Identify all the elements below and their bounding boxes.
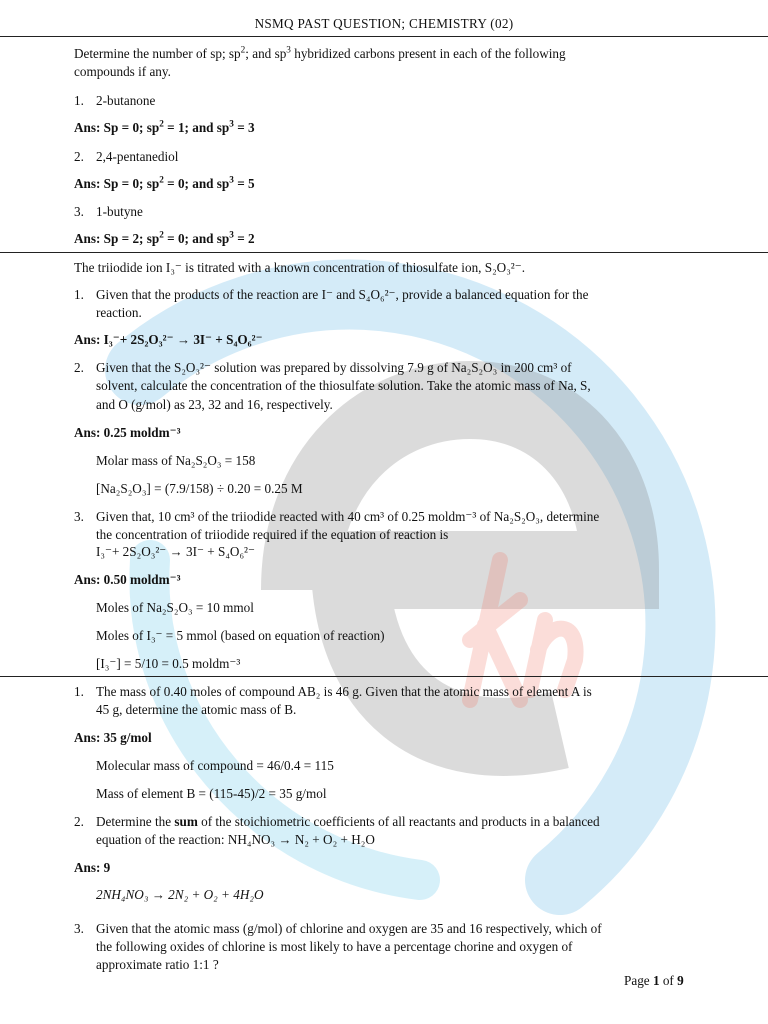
divider [0,36,768,37]
section1-intro: Determine the number of sp; $sp^2$; and $sp^3$ hybridized carbons present in each of the following [74,44,566,61]
item-number: 3. [74,204,84,219]
question-line: The mass of 0.40 moles of compound AB₂ is 46 g. Given that the atomic mass of element A is [96,684,592,699]
item-number: 2. [74,814,84,829]
answer: Ans: 0.50 moldm⁻³ [74,572,181,587]
question-line: approximate ratio 1:1 ? [96,957,219,972]
working-line: 2NH₄NO₃ → 2N₂ + O₂ + 4H₂O [96,887,264,902]
question-line: the following oxides of chlorine is most likely to have a percentage chorine and oxygen of [96,939,573,954]
working-line: [Na₂S₂O₃] = (7.9/158) ÷ 0.20 = 0.25 M [96,481,303,496]
question-line: solvent, calculate the concentration of the thiosulfate solution. Take the atomic mass of Na, S, [96,378,591,393]
section1-intro-line2: compounds if any. [74,64,171,79]
question-line: the concentration of triiodide required if the equation of reaction is [96,527,449,542]
answer: Ans: 9 [74,860,111,875]
item-number: 2. [74,360,84,375]
item-number: 3. [74,509,84,524]
question-line: Given that the atomic mass (g/mol) of chlorine and oxygen are 35 and 16 respectively, which of [96,921,602,936]
answer: Ans: 0.25 moldm⁻³ [74,425,181,440]
answer: Ans: 35 g/mol [74,730,152,745]
item-number: 1. [74,684,84,699]
divider [0,252,768,253]
section2-intro: The triiodide ion I₃⁻ is titrated with a known concentration of thiosulfate ion, S₂O₃²⁻. [74,260,526,275]
page-number: Page 1 of 9 [624,973,684,988]
question-line: 45 g, determine the atomic mass of B. [96,702,297,717]
item-number: 3. [74,921,84,936]
working-line: Molecular mass of compound = 46/0.4 = 115 [96,758,334,773]
question-line: reaction. [96,305,142,320]
working-line: [I₃⁻] = 5/10 = 0.5 moldm⁻³ [96,656,241,671]
question-line: equation of the reaction: NH₄NO₃ → N₂ + O₂ + H₂O [96,832,375,847]
question-line: Determine the sum of the stoichiometric coefficients of all reactants and products in a balanced [96,814,600,829]
answer: Ans: I₃⁻+ 2S₂O₃²⁻ → 3I⁻ + S₄O₆²⁻ [74,332,263,347]
compound-name: 1-butyne [96,204,143,219]
question-line: Given that the S₂O₃²⁻ solution was prepared by dissolving 7.9 g of Na₂S₂O₃ in 200 cm³ of [96,360,572,375]
page-header: NSMQ PAST QUESTION; CHEMISTRY (02) [254,16,514,31]
answer: Ans: Sp = 0; $sp^2 = 0$; and $sp^3 = 5$ [74,174,255,191]
question-line: and O (g/mol) as 23, 32 and 16, respectively. [96,397,333,412]
item-number: 2. [74,149,84,164]
item-number: 1. [74,287,84,302]
working-line: Mass of element B = (115-45)/2 = 35 g/mol [96,786,327,801]
answer: Ans: Sp = 0; $sp^2 = 1$; and $sp^3 = 3$ [74,118,255,135]
working-line: Molar mass of Na₂S₂O₃ = 158 [96,453,256,468]
compound-name: 2,4-pentanediol [96,149,179,164]
question-line: Given that the products of the reaction are I⁻ and S₄O₆²⁻, provide a balanced equation for the [96,287,589,302]
compound-name: 2-butanone [96,93,156,108]
question-line: Given that, 10 cm³ of the triiodide reacted with 40 cm³ of 0.25 moldm⁻³ of Na₂S₂O₃, determine [96,509,600,524]
equation-line: I₃⁻+ 2S₂O₃²⁻ → 3I⁻ + S₄O₆²⁻ [96,544,255,559]
answer: Ans: Sp = 2; $sp^2 = 0$; and $sp^3 = 2$ [74,229,255,246]
working-line: Moles of I₃⁻ = 5 mmol (based on equation of reaction) [96,628,385,643]
working-line: Moles of Na₂S₂O₃ = 10 mmol [96,600,254,615]
divider [0,676,768,677]
item-number: 1. [74,93,84,108]
